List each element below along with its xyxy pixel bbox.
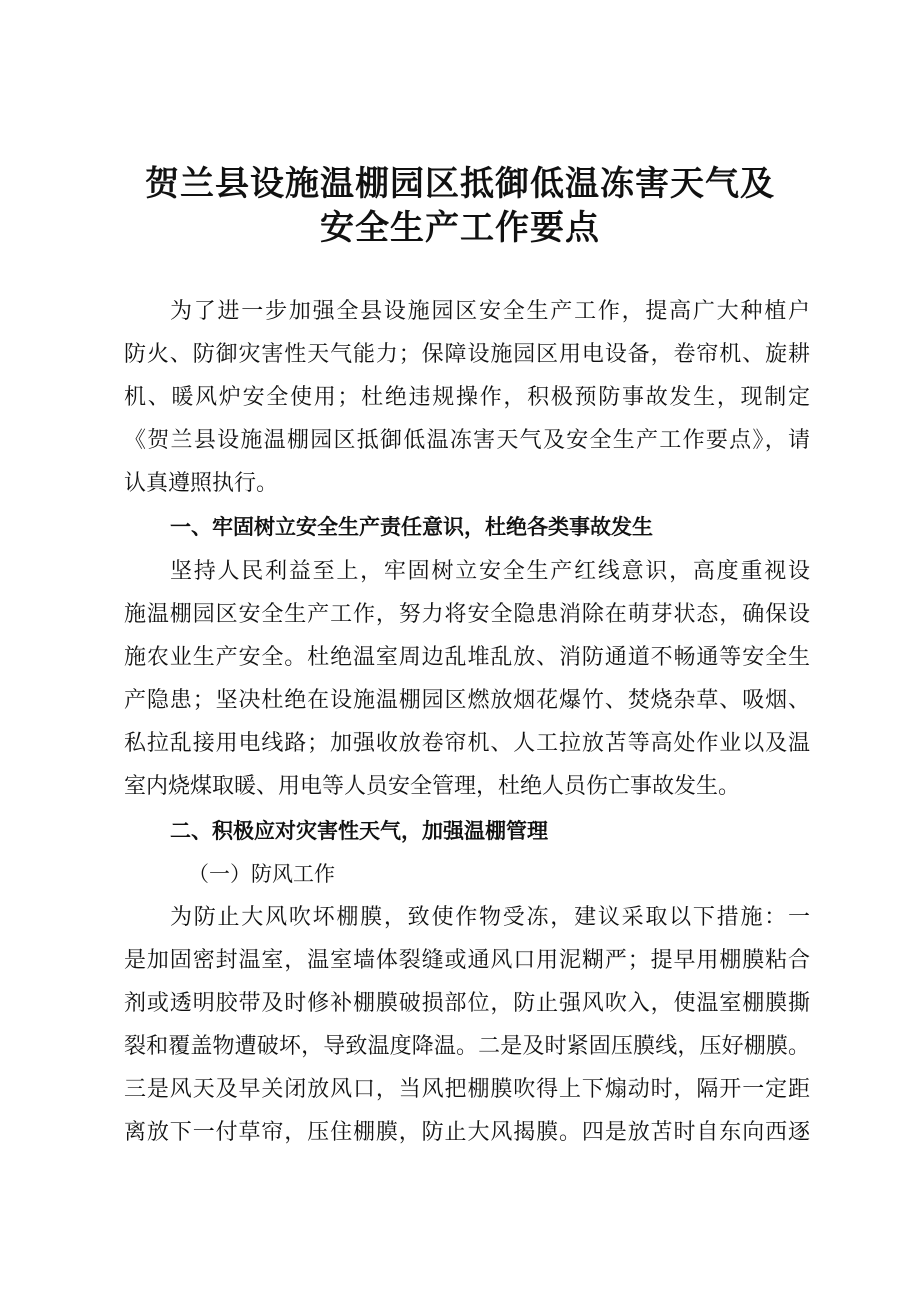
section-heading: 一、牢固树立安全生产责任意识，杜绝各类事故发生 bbox=[170, 515, 653, 539]
intro-line: 认真遵照执行。 bbox=[124, 471, 279, 496]
section2-line: 为防止大风吹坏棚膜，致使作物受冻，建议采取以下措施：一 bbox=[170, 905, 810, 930]
section2-line: 离放下一付草帘，压住棚膜，防止大风揭膜。四是放苫时自东向西逐 bbox=[124, 1120, 810, 1145]
document-title-line1: 贺兰县设施温棚园区抵御低温冻害天气及 bbox=[145, 164, 775, 204]
section2-line: 三是风天及早关闭放风口，当风把棚膜吹得上下煽动时，隔开一定距 bbox=[124, 1077, 810, 1102]
section2-line: 是加固密封温室，温室墙体裂缝或通风口用泥糊严；提早用棚膜粘合 bbox=[124, 948, 810, 973]
section2-line: 剂或透明胶带及时修补棚膜破损部位，防止强风吹入，使温室棚膜撕 bbox=[124, 991, 810, 1016]
intro-line: 防火、防御灾害性天气能力；保障设施园区用电设备，卷帘机、旋耕 bbox=[124, 342, 810, 367]
document-title-line2: 安全生产工作要点 bbox=[320, 208, 600, 248]
section2-line: 裂和覆盖物遭破坏，导致温度降温。二是及时紧固压膜线，压好棚膜。 bbox=[124, 1034, 810, 1059]
section1-line: 施温棚园区安全生产工作，努力将安全隐患消除在萌芽状态，确保设 bbox=[124, 602, 810, 627]
section1-line: 私拉乱接用电线路；加强收放卷帘机、人工拉放苫等高处作业以及温 bbox=[124, 731, 810, 756]
section1-line: 坚持人民利益至上，牢固树立安全生产红线意识，高度重视设 bbox=[170, 559, 810, 584]
intro-line: 机、暖风炉安全使用；杜绝违规操作，积极预防事故发生，现制定 bbox=[124, 385, 810, 410]
intro-line: 《贺兰县设施温棚园区抵御低温冻害天气及安全生产工作要点》，请 bbox=[124, 428, 810, 453]
intro-line: 为了进一步加强全县设施园区安全生产工作，提高广大种植户 bbox=[170, 299, 810, 324]
section1-line: 施农业生产安全。杜绝温室周边乱堆乱放、消防通道不畅通等安全生 bbox=[124, 645, 810, 670]
section-heading: 二、积极应对灾害性天气，加强温棚管理 bbox=[170, 819, 548, 843]
section1-line: 产隐患；坚决杜绝在设施温棚园区燃放烟花爆竹、焚烧杂草、吸烟、 bbox=[124, 688, 810, 713]
section1-line: 室内烧煤取暖、用电等人员安全管理，杜绝人员伤亡事故发生。 bbox=[124, 774, 741, 799]
subsection-heading: （一）防风工作 bbox=[188, 862, 335, 886]
